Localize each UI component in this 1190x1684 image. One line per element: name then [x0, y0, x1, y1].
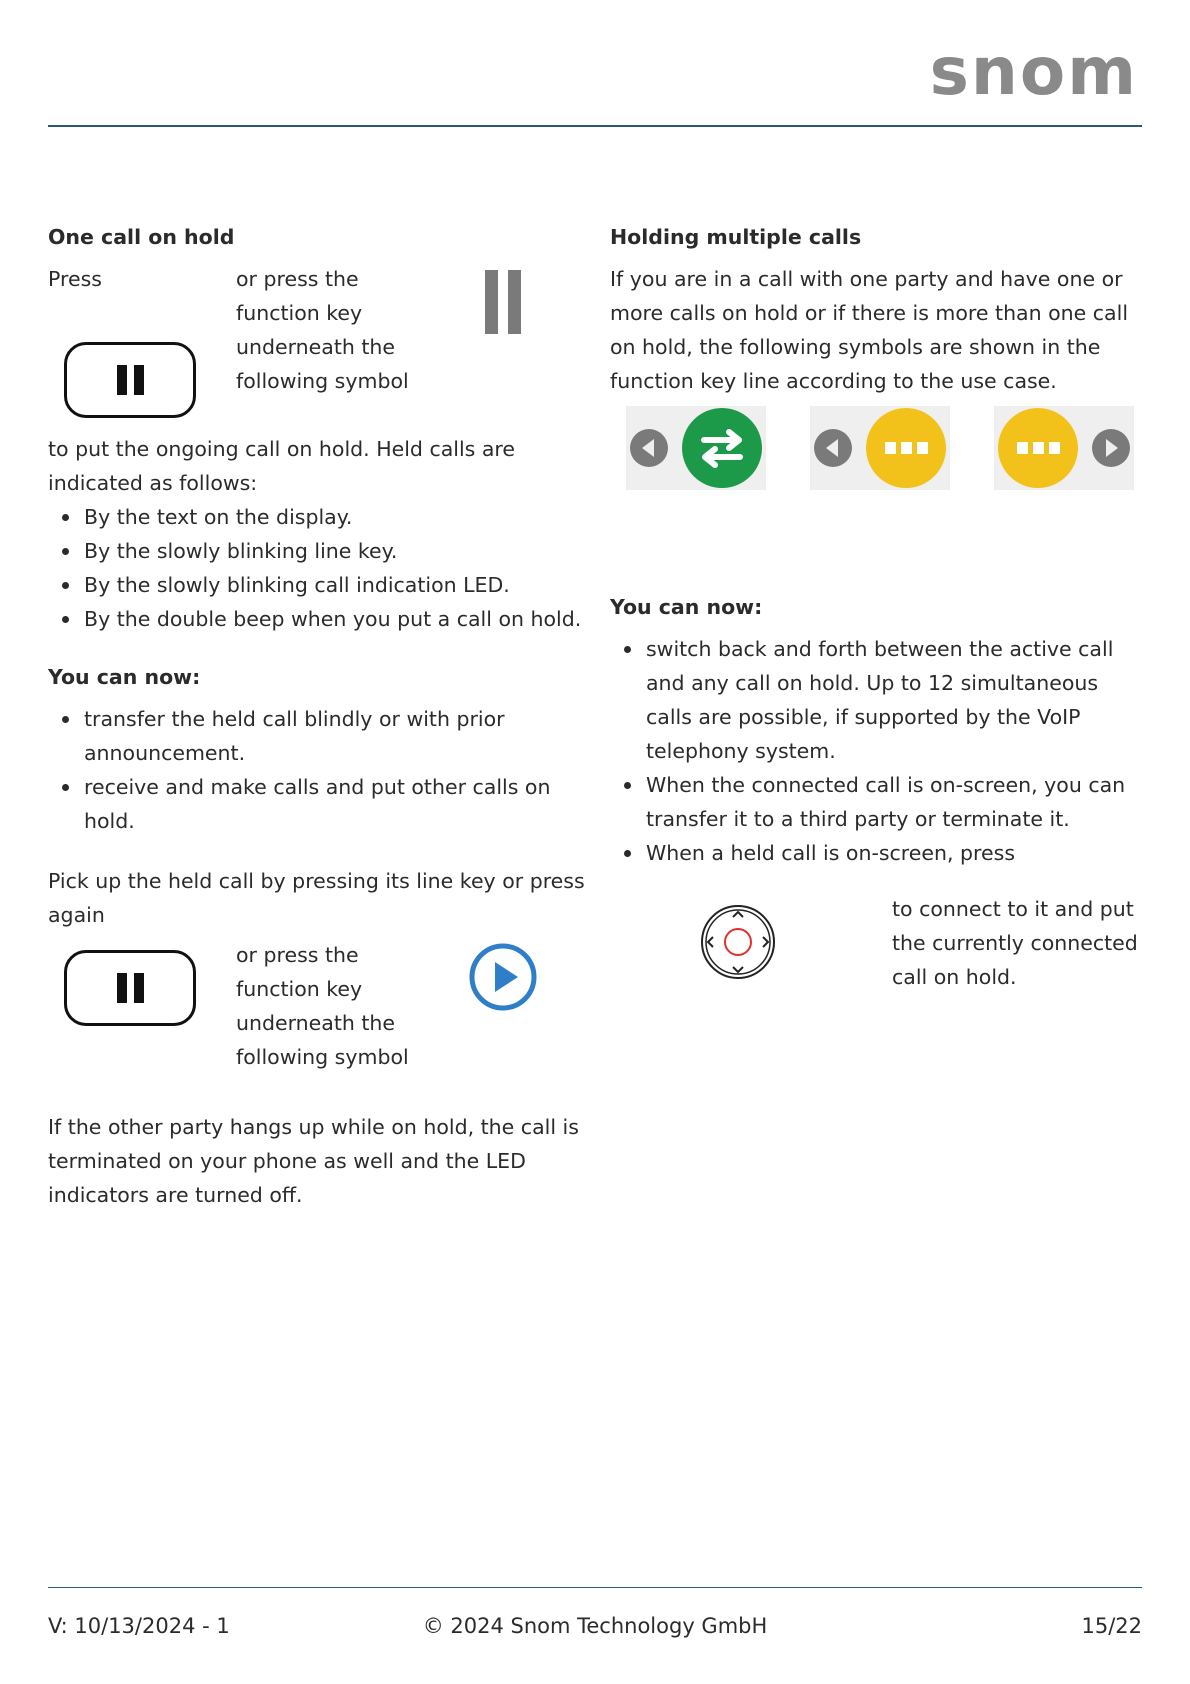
hold-key-instruction — [48, 262, 593, 432]
list-item: transfer the held call blindly or with prior announcement. — [84, 702, 593, 770]
held-call-left-symbol — [810, 406, 950, 490]
function-key-symbols — [610, 406, 1150, 496]
function-key-text: or press the function key underneath the following symbol — [236, 943, 409, 1069]
footer-version: V: 10/13/2024 - 1 — [48, 1614, 230, 1638]
list-item: switch back and forth between the active call and any call on hold. Up to 12 simultaneous calls are possible, if supported by the VoIP telephony system. — [646, 632, 1150, 768]
list-item: By the text on the display. — [84, 500, 593, 534]
section-heading-one-call-on-hold: One call on hold — [48, 225, 235, 249]
hold-symbol-icon — [485, 270, 521, 334]
list-item: By the slowly blinking line key. — [84, 534, 593, 568]
hold-description: to put the ongoing call on hold. Held calls are indicated as follows: — [48, 437, 516, 495]
footer-copyright: © 2024 Snom Technology GmbH — [422, 1614, 768, 1638]
left-column — [48, 222, 593, 1212]
list-item: receive and make calls and put other calls on hold. — [84, 770, 593, 838]
swap-calls-symbol — [626, 406, 766, 490]
hangup-text: If the other party hangs up while on hold, the call is terminated on your phone as well and the LED indicators are turned off. — [48, 1115, 579, 1207]
connect-text: to connect to it and put the currently connected call on hold. — [892, 897, 1138, 989]
navigation-key-instruction — [610, 892, 1150, 1002]
function-key-text: or press the function key underneath the following symbol — [236, 267, 409, 393]
snom-logo — [928, 40, 1138, 104]
play-icon — [468, 942, 538, 1012]
held-call-right-symbol — [994, 406, 1134, 490]
you-can-now-heading: You can now: — [48, 665, 201, 689]
footer-page-number: 15/22 — [1081, 1614, 1142, 1638]
footer-rule — [48, 1587, 1142, 1588]
right-column — [610, 222, 1150, 1002]
press-label: Press — [48, 267, 102, 291]
pickup-text: Pick up the held call by pressing its line key or press again — [48, 869, 585, 927]
section-heading-holding-multiple-calls: Holding multiple calls — [610, 225, 862, 249]
list-item: By the double beep when you put a call on hold. — [84, 602, 593, 636]
logo-text: snom — [929, 40, 1138, 104]
navigation-key-icon — [700, 904, 776, 980]
options-list — [610, 632, 1150, 870]
list-item: By the slowly blinking call indication LED. — [84, 568, 593, 602]
header-rule — [48, 125, 1142, 127]
multiple-calls-intro: If you are in a call with one party and have one or more calls on hold or if there is more than one call on hold, the following symbols are shown in the function key line according to the use case. — [610, 267, 1129, 393]
hold-key-icon — [64, 950, 196, 1026]
hold-key-icon — [64, 342, 196, 418]
you-can-now-heading: You can now: — [610, 595, 763, 619]
list-item: When a held call is on-screen, press — [646, 836, 1150, 870]
indicator-list — [48, 500, 593, 636]
options-list — [48, 702, 593, 838]
list-item: When the connected call is on-screen, you can transfer it to a third party or terminate it. — [646, 768, 1150, 836]
resume-key-instruction — [48, 938, 593, 1108]
